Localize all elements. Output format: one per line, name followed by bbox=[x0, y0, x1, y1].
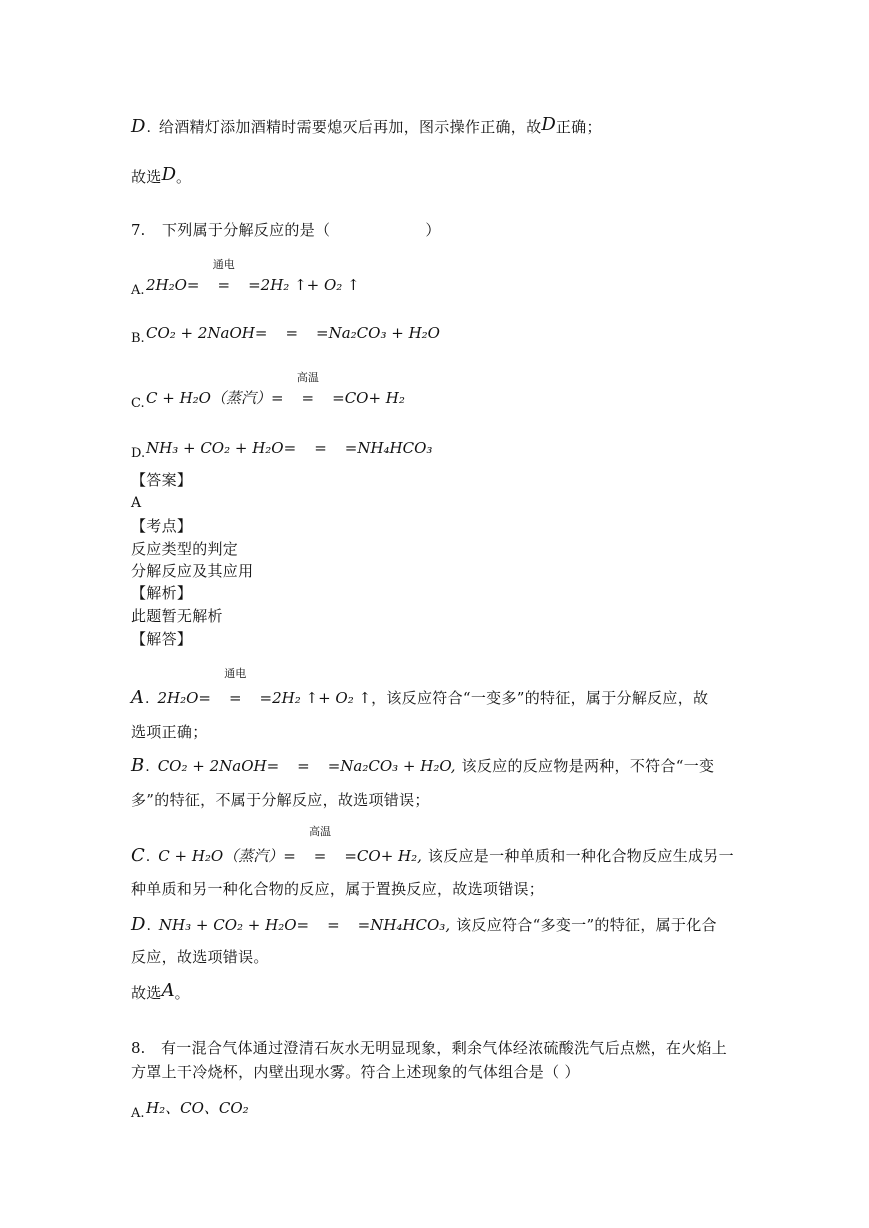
jieda-d-cont bbox=[131, 947, 269, 967]
equation-condition-sign bbox=[297, 756, 310, 776]
equation-condition-sign bbox=[285, 323, 298, 343]
option-letter: B bbox=[131, 755, 145, 776]
option-label: A. bbox=[131, 283, 145, 298]
explanation-text: 种单质和另一种化合物的反应，属于置换反应，故选项错误； bbox=[131, 880, 545, 898]
prev-solution-d-line bbox=[131, 114, 602, 138]
equation-rhs: =2H₂ ↑+ O₂ ↑ bbox=[259, 689, 372, 707]
conclusion-letter: A bbox=[161, 980, 175, 1001]
explanation-text: ，该反应符合“一变多”的特征，属于分解反应，故 bbox=[371, 689, 709, 707]
equation-rhs: =Na₂CO₃ + H₂O, bbox=[327, 757, 456, 775]
jieda-a-cont bbox=[131, 722, 208, 742]
equation-condition-sign bbox=[309, 825, 332, 866]
conclusion-suffix: 。 bbox=[176, 168, 192, 186]
equation-lhs: CO₂ + 2NaOH= bbox=[146, 324, 268, 342]
equation-condition-sign bbox=[314, 438, 327, 458]
jiexi-heading bbox=[131, 583, 192, 603]
reaction-condition: 通电 bbox=[224, 667, 247, 680]
equation-mid: = bbox=[297, 757, 310, 775]
equation-rhs: =NH₄HCO₃ bbox=[344, 439, 433, 457]
equation-lhs: CO₂ + 2NaOH= bbox=[157, 757, 280, 775]
label-dot: . bbox=[146, 918, 151, 934]
label-dot: . bbox=[145, 691, 150, 707]
question-text: 下列属于分解反应的是（ bbox=[162, 221, 331, 239]
q8-stem-line2 bbox=[131, 1062, 580, 1082]
question-number: 8. bbox=[131, 1039, 146, 1057]
explanation-text: 选项正确； bbox=[131, 723, 208, 741]
question-text-close: ） bbox=[425, 221, 441, 239]
q7-conclusion bbox=[131, 980, 190, 1003]
equation-condition-sign bbox=[327, 915, 340, 935]
q8-option-a bbox=[131, 1098, 249, 1120]
equation-rhs: =Na₂CO₃ + H₂O bbox=[316, 324, 440, 342]
equation-mid: = bbox=[285, 324, 299, 342]
equation-mid: = bbox=[314, 439, 327, 457]
kaodian-text: 分解反应及其应用 bbox=[131, 562, 254, 580]
q8-stem-line1 bbox=[131, 1038, 727, 1058]
option-label: B. bbox=[131, 331, 145, 346]
question-text: 方罩上干冷烧杯，内壁出现水雾。符合上述现象的气体组合是（ ） bbox=[131, 1063, 580, 1081]
equation-lhs: 2H₂O= bbox=[157, 689, 211, 707]
q7-stem bbox=[131, 220, 441, 240]
conclusion-prefix: 故选 bbox=[131, 168, 162, 186]
question-text: 有一混合气体通过澄清石灰水无明显现象，剩余气体经浓硫酸洗气后点燃，在火焰上 bbox=[161, 1039, 728, 1057]
answer-text: A bbox=[131, 495, 142, 511]
q7-option-d bbox=[131, 438, 432, 460]
answer-heading-text: 【答案】 bbox=[131, 471, 193, 489]
kaodian-item bbox=[131, 561, 253, 581]
equation-condition-sign bbox=[224, 667, 247, 708]
answer-value bbox=[131, 493, 141, 513]
jieda-d-line bbox=[131, 915, 717, 936]
q7-option-b bbox=[131, 323, 440, 345]
jieda-c-line bbox=[131, 825, 734, 867]
question-number: 7. bbox=[131, 221, 146, 239]
jiexi-heading-text: 【解析】 bbox=[131, 584, 193, 602]
reaction-condition: 高温 bbox=[296, 371, 319, 384]
explanation-text: 反应，故选项错误。 bbox=[131, 948, 269, 966]
label-dot: . bbox=[146, 120, 151, 136]
explanation-text: 给酒精灯添加酒精时需要熄灭后再加，图示操作正确，故 bbox=[158, 118, 542, 136]
reaction-condition: 通电 bbox=[212, 258, 235, 271]
option-letter: D bbox=[131, 914, 146, 935]
jieda-b-cont bbox=[131, 790, 430, 810]
option-letter: A bbox=[131, 687, 144, 708]
option-label: D. bbox=[131, 446, 146, 461]
equation-rhs: =NH₄HCO₃, bbox=[357, 916, 451, 934]
equation-lhs: C + H₂O（蒸汽）= bbox=[146, 389, 284, 407]
equation-lhs: C + H₂O（蒸汽）= bbox=[158, 847, 296, 865]
kaodian-item bbox=[131, 539, 238, 559]
q7-option-c bbox=[131, 371, 405, 411]
jieda-heading bbox=[131, 629, 192, 649]
option-label: A. bbox=[131, 1106, 145, 1121]
equation-mid: = bbox=[327, 916, 340, 934]
kaodian-text: 反应类型的判定 bbox=[131, 540, 239, 558]
conclusion-letter: D bbox=[161, 164, 177, 185]
equation-mid: = bbox=[217, 276, 231, 294]
reaction-condition: 高温 bbox=[309, 825, 332, 838]
option-text: H₂、CO、CO₂ bbox=[146, 1099, 249, 1117]
label-dot: . bbox=[145, 759, 150, 775]
equation-rhs: =2H₂ ↑+ O₂ ↑ bbox=[248, 276, 360, 294]
option-letter: C bbox=[131, 845, 145, 866]
option-label: C. bbox=[131, 396, 145, 411]
kaodian-heading bbox=[131, 516, 192, 536]
equation-rhs: =CO+ H₂, bbox=[344, 847, 422, 865]
equation-condition-sign bbox=[212, 258, 235, 295]
equation-mid: = bbox=[313, 847, 327, 865]
answer-heading bbox=[131, 470, 192, 490]
kaodian-heading-text: 【考点】 bbox=[131, 517, 193, 535]
explanation-text: 该反应的反应物是两种，不符合“一变 bbox=[461, 757, 715, 775]
conclusion-suffix: 。 bbox=[174, 984, 190, 1002]
explanation-text: 该反应是一种单质和一种化合物反应生成另一 bbox=[427, 847, 734, 865]
jieda-b-line bbox=[131, 756, 714, 777]
jieda-c-cont bbox=[131, 879, 544, 899]
prev-conclusion bbox=[131, 164, 192, 187]
option-letter: D bbox=[131, 116, 146, 137]
equation-lhs: NH₃ + CO₂ + H₂O= bbox=[146, 439, 297, 457]
conclusion-prefix: 故选 bbox=[131, 984, 162, 1002]
label-dot: . bbox=[145, 849, 151, 865]
equation-condition-sign bbox=[296, 371, 319, 408]
explanation-text: 多”的特征，不属于分解反应，故选项错误； bbox=[131, 791, 430, 809]
jiexi-text: 此题暂无解析 bbox=[131, 607, 223, 625]
q7-option-a bbox=[131, 258, 360, 298]
equation-rhs: =CO+ H₂ bbox=[332, 389, 405, 407]
equation-mid: = bbox=[228, 689, 242, 707]
explanation-text: 该反应符合“多变一”的特征，属于化合 bbox=[456, 916, 717, 934]
equation-lhs: 2H₂O= bbox=[146, 276, 200, 294]
explanation-text-end: 正确； bbox=[555, 118, 602, 136]
equation-lhs: NH₃ + CO₂ + H₂O= bbox=[158, 916, 310, 934]
jiexi-body bbox=[131, 606, 223, 626]
equation-mid: = bbox=[301, 389, 315, 407]
jieda-a-line bbox=[131, 667, 709, 709]
option-letter-ref: D bbox=[541, 114, 556, 135]
jieda-heading-text: 【解答】 bbox=[131, 630, 193, 648]
